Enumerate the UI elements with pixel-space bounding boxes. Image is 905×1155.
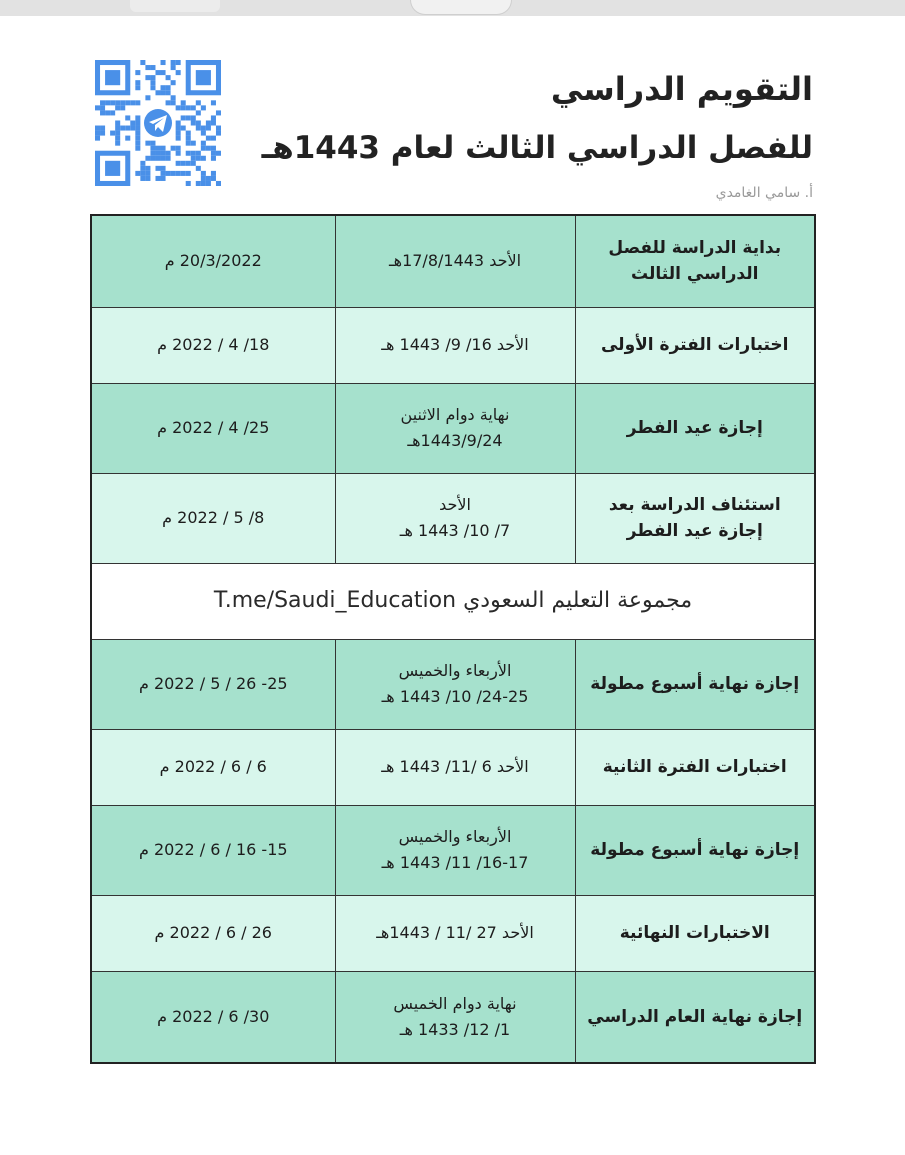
hijri-date-line: 1/ 12/ 1433 هـ xyxy=(399,1019,511,1039)
qr-module xyxy=(95,136,100,141)
qr-module xyxy=(161,60,166,65)
qr-module xyxy=(100,100,105,105)
gregorian-date-cell: 18/ 4 / 2022 م xyxy=(91,307,335,383)
event-cell: اختبارات الفترة الأولى xyxy=(575,307,815,383)
table-row xyxy=(91,639,815,729)
qr-module xyxy=(150,156,155,161)
qr-module xyxy=(161,151,166,156)
qr-module xyxy=(140,176,145,181)
qr-module xyxy=(135,141,140,146)
qr-module xyxy=(161,146,166,151)
qr-module xyxy=(150,85,155,90)
qr-module xyxy=(145,166,150,171)
qr-module xyxy=(145,75,150,80)
qr-module xyxy=(206,181,211,186)
qr-module xyxy=(216,110,221,115)
qr-module xyxy=(95,105,100,110)
hijri-date-line: الأحد 17/8/1443هـ xyxy=(388,251,522,271)
decor-cup xyxy=(410,0,512,15)
qr-finder xyxy=(196,70,211,85)
hijri-date-line: نهاية دوام الخميس xyxy=(393,993,517,1013)
hijri-date-line: الأحد 27 /11 / 1443هـ xyxy=(376,923,534,942)
qr-module xyxy=(120,100,125,105)
hijri-date-line: 1443/9/24هـ xyxy=(407,431,503,450)
qr-module xyxy=(135,126,140,131)
qr-module xyxy=(155,156,160,161)
qr-module xyxy=(105,100,110,105)
table-row xyxy=(91,971,815,1063)
qr-module xyxy=(176,60,181,65)
gregorian-date-cell: 25/ 4 / 2022 م xyxy=(91,383,335,473)
hijri-date-line: الأربعاء والخميس xyxy=(398,827,512,846)
qr-module xyxy=(171,95,176,100)
qr-module xyxy=(181,100,186,105)
qr-module xyxy=(135,136,140,141)
qr-module xyxy=(196,120,201,125)
qr-module xyxy=(211,120,216,125)
hijri-date-line: الأحد 6 /11/ 1443 هـ xyxy=(381,757,529,776)
qr-module xyxy=(110,100,115,105)
qr-module xyxy=(171,171,176,176)
qr-module xyxy=(186,171,191,176)
qr-module xyxy=(191,120,196,125)
qr-module xyxy=(145,65,150,70)
qr-module xyxy=(216,181,221,186)
gregorian-date-cell: 30/ 6 / 2022 م xyxy=(91,971,335,1063)
gregorian-date-cell: 25- 26 / 5 / 2022 م xyxy=(91,639,335,729)
qr-module xyxy=(161,156,166,161)
qr-module xyxy=(191,115,196,120)
qr-module xyxy=(125,126,130,131)
event-cell: بداية الدراسة للفصل الدراسي الثالث xyxy=(575,215,815,307)
qr-module xyxy=(135,80,140,85)
qr-module xyxy=(155,151,160,156)
qr-module xyxy=(155,146,160,151)
qr-module xyxy=(115,141,120,146)
gregorian-date-cell: 8/ 5 / 2022 م xyxy=(91,473,335,563)
qr-module xyxy=(201,105,206,110)
qr-module xyxy=(181,171,186,176)
hijri-date-cell xyxy=(335,729,575,805)
qr-module xyxy=(171,60,176,65)
qr-module xyxy=(115,105,120,110)
qr-module xyxy=(171,65,176,70)
qr-module xyxy=(166,151,171,156)
qr-module xyxy=(161,166,166,171)
hijri-date-line: الأربعاء والخميس xyxy=(398,661,512,680)
gregorian-date-cell: 6 / 6 / 2022 م xyxy=(91,729,335,805)
qr-module xyxy=(135,85,140,90)
qr-module xyxy=(95,131,100,136)
table-row xyxy=(91,473,815,563)
qr-finder xyxy=(105,161,120,176)
qr-module xyxy=(100,131,105,136)
qr-module xyxy=(120,126,125,131)
qr-module xyxy=(191,105,196,110)
qr-module xyxy=(145,95,150,100)
table-row xyxy=(91,215,815,307)
qr-module xyxy=(186,105,191,110)
background-photo-strip xyxy=(0,0,905,16)
qr-module xyxy=(201,176,206,181)
qr-module xyxy=(135,146,140,151)
qr-module xyxy=(110,131,115,136)
qr-module xyxy=(176,171,181,176)
qr-module xyxy=(186,181,191,186)
qr-module xyxy=(140,171,145,176)
page-subtitle: للفصل الدراسي الثالث لعام 1443هـ xyxy=(261,130,813,166)
qr-module xyxy=(150,80,155,85)
qr-module xyxy=(105,110,110,115)
qr-module xyxy=(115,100,120,105)
table-row xyxy=(91,383,815,473)
qr-module xyxy=(150,146,155,151)
gregorian-date-cell: 26 / 6 / 2022 م xyxy=(91,895,335,971)
qr-module xyxy=(115,126,120,131)
qr-module xyxy=(166,100,171,105)
qr-module xyxy=(161,90,166,95)
qr-module xyxy=(176,120,181,125)
author-name: أ. سامي الغامدي xyxy=(715,185,813,201)
qr-module xyxy=(181,105,186,110)
qr-module xyxy=(196,181,201,186)
qr-module xyxy=(100,110,105,115)
hijri-date-cell xyxy=(335,215,575,307)
qr-module xyxy=(135,120,140,125)
qr-module xyxy=(130,120,135,125)
qr-module xyxy=(125,136,130,141)
hijri-date-cell xyxy=(335,473,575,563)
qr-module xyxy=(150,75,155,80)
event-cell: الاختبارات النهائية xyxy=(575,895,815,971)
qr-module xyxy=(140,161,145,166)
qr-module xyxy=(206,120,211,125)
event-cell: إجازة نهاية العام الدراسي xyxy=(575,971,815,1063)
banner-row xyxy=(91,563,815,639)
event-cell: استئناف الدراسة بعد إجازة عيد الفطر xyxy=(575,473,815,563)
qr-module xyxy=(115,120,120,125)
qr-module xyxy=(161,171,166,176)
hijri-date-cell xyxy=(335,971,575,1063)
qr-module xyxy=(110,110,115,115)
qr-module xyxy=(211,115,216,120)
table-row xyxy=(91,729,815,805)
qr-module xyxy=(181,115,186,120)
qr-module xyxy=(201,171,206,176)
gregorian-date-cell: 15- 16 / 6 / 2022 م xyxy=(91,805,335,895)
qr-module xyxy=(95,126,100,131)
hijri-date-line: 24-25/ 10/ 1443 هـ xyxy=(381,687,529,706)
group-link-banner[interactable]: مجموعة التعليم السعودي T.me/Saudi_Education xyxy=(91,563,815,639)
event-cell: إجازة نهاية أسبوع مطولة xyxy=(575,805,815,895)
qr-module xyxy=(150,151,155,156)
qr-module xyxy=(201,181,206,186)
qr-module xyxy=(166,85,171,90)
qr-module xyxy=(171,80,176,85)
hijri-date-line: نهاية دوام الاثنين xyxy=(400,405,510,424)
hijri-date-line: 16-17/ 11/ 1443 هـ xyxy=(381,853,529,872)
qr-module xyxy=(211,171,216,176)
qr-module xyxy=(155,166,160,171)
qr-module xyxy=(145,176,150,181)
qr-module xyxy=(176,70,181,75)
qr-module xyxy=(161,70,166,75)
event-cell: إجازة نهاية أسبوع مطولة xyxy=(575,639,815,729)
hijri-date-line: 7/ 10/ 1443 هـ xyxy=(399,521,511,540)
qr-module xyxy=(115,136,120,141)
qr-module xyxy=(135,70,140,75)
qr-module xyxy=(166,171,171,176)
event-cell: إجازة عيد الفطر xyxy=(575,383,815,473)
hijri-date-cell xyxy=(335,805,575,895)
qr-module xyxy=(130,126,135,131)
qr-module xyxy=(161,85,166,90)
qr-module xyxy=(130,100,135,105)
hijri-date-cell xyxy=(335,895,575,971)
hijri-date-line: الأحد 16/ 9/ 1443 هـ xyxy=(381,335,529,354)
qr-module xyxy=(100,105,105,110)
qr-module xyxy=(135,100,140,105)
qr-module xyxy=(140,60,145,65)
qr-module xyxy=(196,110,201,115)
qr-module xyxy=(100,126,105,131)
table-row xyxy=(91,307,815,383)
qr-module xyxy=(186,115,191,120)
hijri-date-cell xyxy=(335,383,575,473)
page-title: التقويم الدراسي xyxy=(550,70,813,108)
qr-module xyxy=(161,176,166,181)
qr-module xyxy=(150,141,155,146)
table-row xyxy=(91,805,815,895)
qr-module xyxy=(150,65,155,70)
qr-module xyxy=(166,90,171,95)
qr-module xyxy=(140,166,145,171)
gregorian-date-cell: 20/3/2022 م xyxy=(91,215,335,307)
qr-module xyxy=(145,171,150,176)
qr-module xyxy=(166,156,171,161)
hijri-date-cell xyxy=(335,307,575,383)
qr-module xyxy=(171,100,176,105)
qr-module xyxy=(211,176,216,181)
decor-shape xyxy=(130,0,220,12)
qr-module xyxy=(206,176,211,181)
qr-module xyxy=(125,115,130,120)
qr-module xyxy=(155,176,160,181)
qr-module xyxy=(166,75,171,80)
qr-module xyxy=(125,100,130,105)
qr-module xyxy=(120,105,125,110)
qr-module xyxy=(135,115,140,120)
hijri-date-cell xyxy=(335,639,575,729)
hijri-date-line: الأحد xyxy=(439,495,471,514)
qr-finder xyxy=(105,70,120,85)
qr-module xyxy=(196,100,201,105)
qr-module xyxy=(176,105,181,110)
qr-module xyxy=(115,131,120,136)
calendar-table xyxy=(90,214,816,1064)
qr-module xyxy=(155,90,160,95)
event-cell: اختبارات الفترة الثانية xyxy=(575,729,815,805)
qr-module xyxy=(145,156,150,161)
qr-module xyxy=(145,141,150,146)
qr-module xyxy=(155,70,160,75)
table-row xyxy=(91,895,815,971)
qr-module xyxy=(135,171,140,176)
qr-module xyxy=(135,131,140,136)
